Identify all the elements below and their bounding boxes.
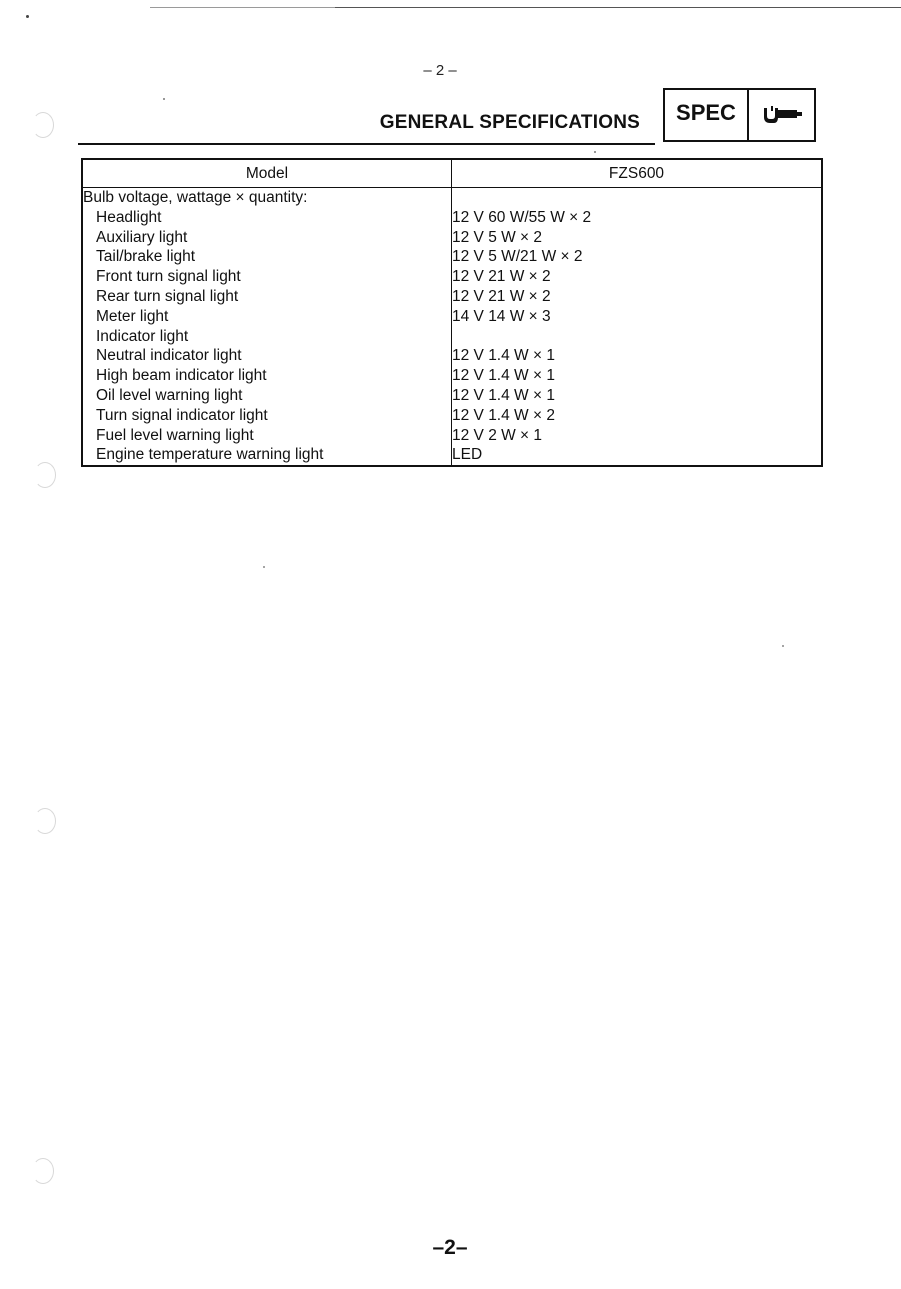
- item-label-fuel-level-warning: Fuel level warning light: [96, 426, 254, 444]
- item-label-oil-level-warning: Oil level warning light: [96, 386, 243, 404]
- scan-speck: [782, 645, 784, 647]
- item-label-turn-signal-indicator: Turn signal indicator light: [96, 406, 268, 424]
- page-number-top: – 2 –: [423, 62, 457, 79]
- bulb-specification-table: [81, 158, 823, 467]
- item-label-front-turn-signal: Front turn signal light: [96, 268, 241, 286]
- title-underline: [78, 143, 655, 145]
- spec-badge: [663, 88, 816, 142]
- item-value-auxiliary-light: 12 V 5 W × 2: [452, 228, 543, 246]
- group-value-spacer: [452, 188, 821, 208]
- item-value-turn-signal-indicator: 12 V 1.4 W × 2: [452, 406, 555, 424]
- punch-hole-mark: [32, 1158, 54, 1184]
- item-label-neutral-indicator: Neutral indicator light: [96, 347, 242, 365]
- table-body-row: [82, 188, 822, 467]
- page-title: GENERAL SPECIFICATIONS: [379, 112, 640, 133]
- item-label-high-beam-indicator: High beam indicator light: [96, 367, 267, 385]
- punch-hole-mark: [34, 808, 56, 834]
- item-value-oil-level-warning: 12 V 1.4 W × 1: [452, 386, 555, 404]
- item-value-tail-brake-light: 12 V 5 W/21 W × 2: [452, 248, 583, 266]
- item-value-meter-light: 14 V 14 W × 3: [452, 307, 551, 325]
- value-column: [452, 188, 823, 467]
- item-value-fuel-level-warning: 12 V 2 W × 1: [452, 426, 543, 444]
- scan-speck: [594, 151, 596, 153]
- item-value-indicator-light: [452, 327, 821, 347]
- page-number-bottom: –2–: [432, 1236, 468, 1259]
- label-column: [82, 188, 452, 467]
- item-value-neutral-indicator: 12 V 1.4 W × 1: [452, 347, 555, 365]
- model-column-header: Model: [82, 159, 452, 188]
- item-value-high-beam-indicator: 12 V 1.4 W × 1: [452, 367, 555, 385]
- fzs600-column-header: FZS600: [452, 159, 823, 188]
- scan-speck: [163, 98, 165, 100]
- item-label-headlight: Headlight: [96, 208, 162, 226]
- top-rule-dark: [335, 7, 901, 8]
- item-value-front-turn-signal: 12 V 21 W × 2: [452, 268, 551, 286]
- bulb-group-label: Bulb voltage, wattage × quantity:: [83, 189, 308, 206]
- item-label-indicator-light: Indicator light: [96, 327, 189, 345]
- wrench-gauge-icon: [749, 90, 814, 140]
- item-label-meter-light: Meter light: [96, 307, 169, 325]
- item-label-tail-brake-light: Tail/brake light: [96, 248, 196, 266]
- item-value-headlight: 12 V 60 W/55 W × 2: [452, 208, 592, 226]
- scan-speck: [263, 566, 265, 568]
- scan-speck: [26, 15, 29, 18]
- item-label-rear-turn-signal: Rear turn signal light: [96, 287, 239, 305]
- spec-badge-label: SPEC: [665, 90, 749, 140]
- punch-hole-mark: [34, 462, 56, 488]
- table-header-row: [82, 159, 822, 188]
- punch-hole-mark: [32, 112, 54, 138]
- item-value-engine-temperature-warning: LED: [452, 446, 483, 464]
- item-label-engine-temperature-warning: Engine temperature warning light: [96, 446, 324, 464]
- item-value-rear-turn-signal: 12 V 21 W × 2: [452, 287, 551, 305]
- item-label-auxiliary-light: Auxiliary light: [96, 228, 188, 246]
